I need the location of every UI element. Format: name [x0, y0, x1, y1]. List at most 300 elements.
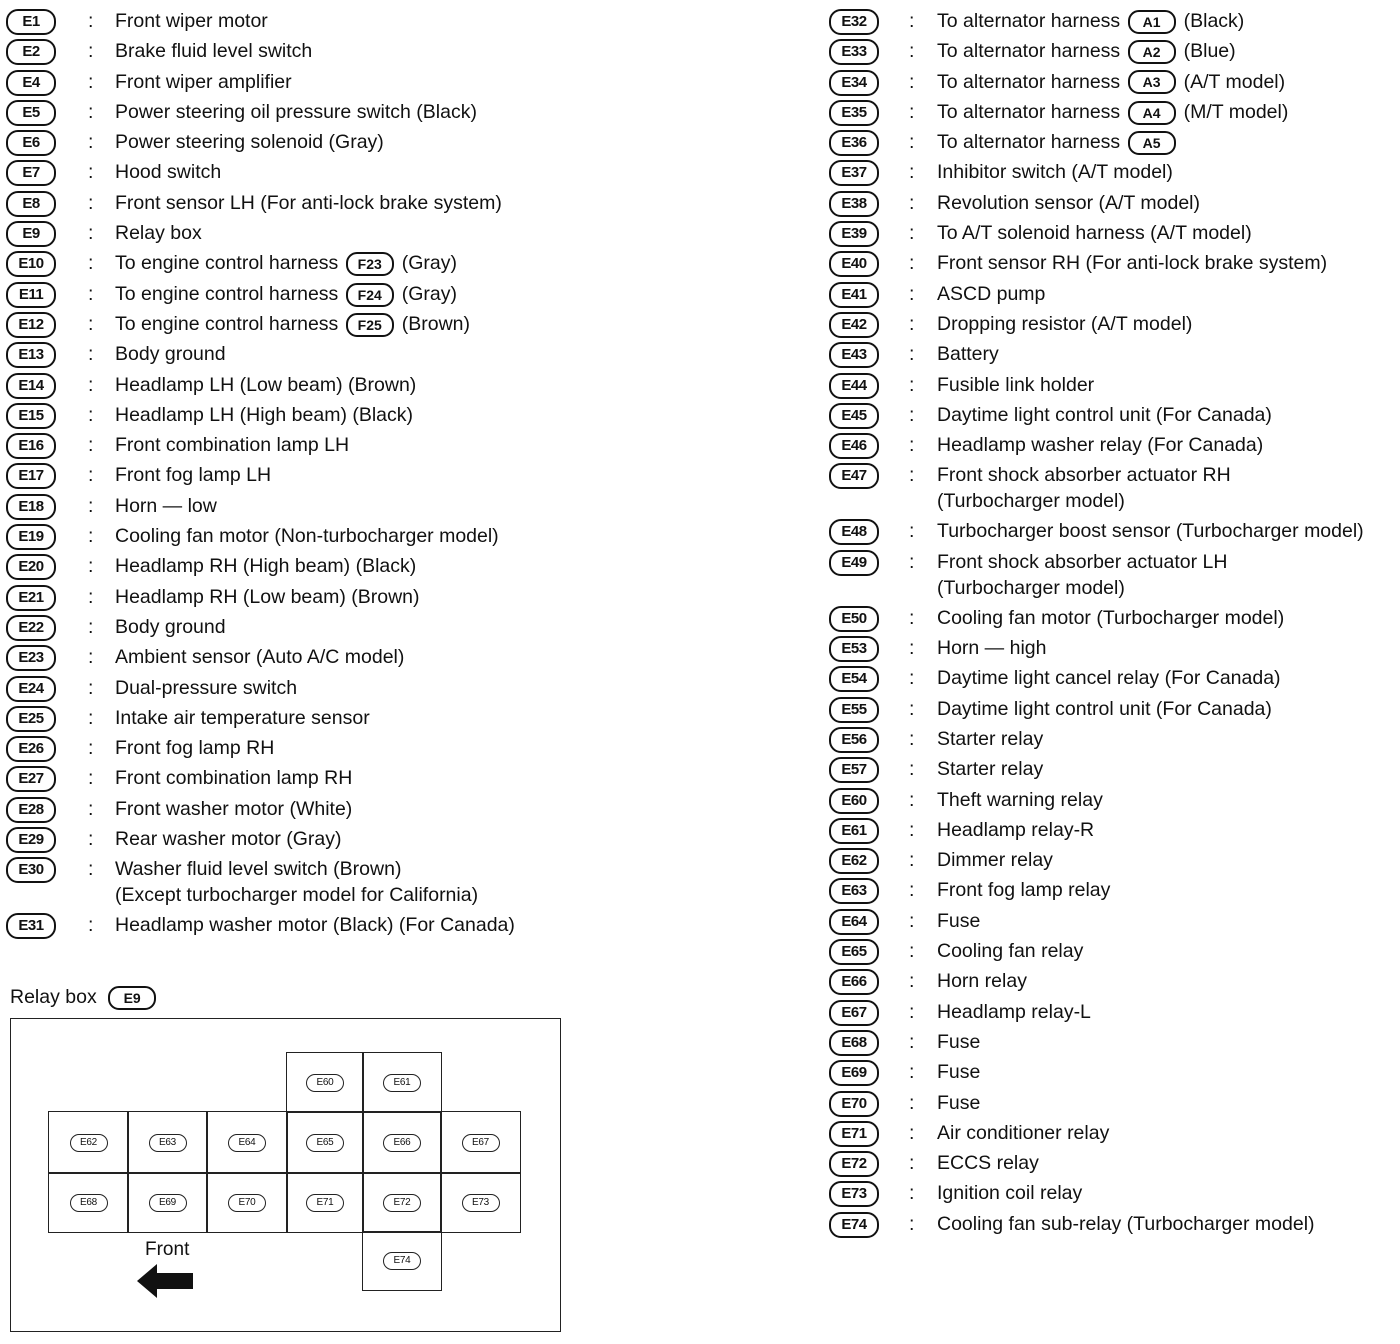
- connector-code-badge: E14: [6, 373, 56, 399]
- connector-suffix: (Black): [1183, 10, 1245, 32]
- connector-code-badge: E66: [829, 969, 879, 995]
- connector-description-text: Headlamp relay-L: [937, 1000, 1091, 1023]
- harness-ref-badge: A3: [1128, 70, 1176, 94]
- connector-entry: [6, 856, 796, 912]
- connector-entry: [829, 8, 1400, 38]
- connector-description-text: Front fog lamp RH: [115, 737, 275, 760]
- connector-description-text: Turbocharger boost sensor (Turbocharger model): [937, 520, 1364, 543]
- connector-description-text: To alternator harness: [937, 100, 1121, 123]
- connector-description-text: Headlamp RH (Low beam) (Brown): [115, 585, 420, 608]
- connector-code-badge: E7: [6, 160, 56, 186]
- connector-description-text: Power steering oil pressure switch (Black): [115, 100, 477, 123]
- connector-description-text: Dropping resistor (A/T model): [937, 312, 1193, 335]
- connector-entry: [829, 877, 1400, 907]
- connector-code-badge: E37: [829, 160, 879, 186]
- connector-code-badge: E35: [829, 100, 879, 126]
- connector-description-line2: (Turbocharger model): [937, 576, 1125, 599]
- relay-cell: [362, 1231, 442, 1291]
- separator: :: [909, 70, 915, 93]
- connector-code-badge: E33: [829, 39, 879, 65]
- connector-entry: [6, 705, 796, 735]
- separator: :: [88, 252, 94, 275]
- connector-entry: [829, 129, 1400, 159]
- separator: :: [88, 343, 94, 366]
- harness-ref-badge: F25: [346, 313, 394, 337]
- connector-entry: [829, 372, 1400, 402]
- connector-description-text: Dual-pressure switch: [115, 676, 298, 699]
- connector-entry: [829, 159, 1400, 189]
- separator: :: [909, 1061, 915, 1084]
- relay-cell: [206, 1111, 288, 1174]
- connector-entry: [829, 1059, 1400, 1089]
- connector-code-badge: E27: [6, 766, 56, 792]
- separator: :: [909, 252, 915, 275]
- connector-description: [115, 69, 292, 95]
- connector-description: [115, 735, 274, 761]
- separator: :: [88, 191, 94, 214]
- connector-description: [937, 726, 1043, 752]
- separator: :: [909, 373, 915, 396]
- relay-cell-code: E65: [306, 1134, 344, 1152]
- connector-description-text: Relay box: [115, 222, 202, 245]
- connector-code-badge: E39: [829, 221, 879, 247]
- relay-cell-code: E66: [383, 1134, 421, 1152]
- connector-entry: [6, 614, 796, 644]
- connector-description: [115, 912, 515, 938]
- connector-description-text: Air conditioner relay: [937, 1121, 1110, 1144]
- separator: :: [909, 1091, 915, 1114]
- connector-description: [115, 372, 416, 398]
- connector-description: [937, 549, 1227, 601]
- connector-description: [937, 1090, 980, 1116]
- connector-description: [937, 372, 1094, 398]
- connector-description: [937, 220, 1252, 246]
- connector-entry: [6, 644, 796, 674]
- connector-entry: [6, 99, 796, 129]
- connector-description: [937, 38, 1236, 64]
- connector-code-badge: E46: [829, 433, 879, 459]
- connector-entry: [829, 1211, 1400, 1241]
- connector-entry: [829, 549, 1400, 605]
- connector-code-badge: E64: [829, 909, 879, 935]
- connector-description-text: Starter relay: [937, 758, 1044, 781]
- separator: :: [909, 909, 915, 932]
- separator: :: [909, 550, 915, 573]
- harness-ref-badge: A2: [1128, 40, 1176, 64]
- connector-entry: [829, 605, 1400, 635]
- separator: :: [909, 1182, 915, 1205]
- relay-cell-code: E60: [306, 1074, 344, 1092]
- connector-description-text: Body ground: [115, 615, 226, 638]
- connector-description: [937, 908, 980, 934]
- connector-entry: [829, 635, 1400, 665]
- separator: :: [909, 788, 915, 811]
- connector-description-text: Daytime light control unit (For Canada): [937, 697, 1272, 720]
- connector-entry: [829, 938, 1400, 968]
- connector-code-badge: E17: [6, 463, 56, 489]
- connector-description: [115, 796, 352, 822]
- connector-description-text: Headlamp washer motor (Black) (For Canada): [115, 914, 515, 937]
- connector-description-text: Fuse: [937, 1091, 981, 1114]
- connector-description-text: Headlamp RH (High beam) (Black): [115, 555, 417, 578]
- connector-description: [937, 1059, 980, 1085]
- harness-ref-badge: F24: [346, 283, 394, 307]
- connector-code-badge: E18: [6, 494, 56, 520]
- connector-description-text: Front wiper motor: [115, 10, 268, 32]
- connector-code-badge: E74: [829, 1212, 879, 1238]
- connector-code-badge: E69: [829, 1060, 879, 1086]
- separator: :: [909, 343, 915, 366]
- connector-code-badge: E12: [6, 312, 56, 338]
- connector-description: [937, 402, 1272, 428]
- connector-description: [937, 432, 1263, 458]
- separator: :: [88, 555, 94, 578]
- connector-description: [115, 8, 268, 34]
- connector-code-badge: E24: [6, 676, 56, 702]
- separator: :: [88, 494, 94, 517]
- separator: :: [909, 970, 915, 993]
- connector-entry: [6, 553, 796, 583]
- relay-cell: [127, 1172, 208, 1233]
- connector-entry: [829, 341, 1400, 371]
- relay-cell-code: E67: [462, 1134, 500, 1152]
- connector-code-badge: E57: [829, 757, 879, 783]
- front-label: Front: [145, 1239, 190, 1260]
- connector-entry: [6, 341, 796, 371]
- connector-description-text: Daytime light cancel relay (For Canada): [937, 667, 1281, 690]
- connector-code-badge: E54: [829, 666, 879, 692]
- connector-description-text: To alternator harness: [937, 131, 1121, 154]
- connector-description: [115, 523, 499, 549]
- separator: :: [88, 828, 94, 851]
- connector-description-text: Rear washer motor (Gray): [115, 828, 342, 851]
- connector-code-badge: E15: [6, 403, 56, 429]
- connector-description: [115, 38, 312, 64]
- connector-entry: [829, 1150, 1400, 1180]
- relay-cell-code: E61: [383, 1074, 421, 1092]
- relay-box-title-text: Relay box: [10, 986, 97, 1008]
- connector-suffix: (Blue): [1183, 40, 1236, 63]
- connector-description-text: Starter relay: [937, 727, 1044, 750]
- connector-code-badge: E44: [829, 373, 879, 399]
- connector-description-text: Headlamp washer relay (For Canada): [937, 434, 1264, 457]
- connector-description: [937, 1150, 1039, 1176]
- connector-description: [937, 1029, 980, 1055]
- connector-description-text: Cooling fan motor (Non-turbocharger model): [115, 525, 499, 548]
- connector-entry: [6, 372, 796, 402]
- connector-description-text: Washer fluid level switch (Brown): [115, 858, 402, 881]
- connector-description: [115, 311, 470, 337]
- connector-description-text: To A/T solenoid harness (A/T model): [937, 222, 1252, 245]
- separator: :: [88, 10, 94, 32]
- connector-description: [115, 129, 384, 155]
- connector-entry: [6, 281, 796, 311]
- separator: :: [909, 282, 915, 305]
- connector-entry: [6, 584, 796, 614]
- connector-entry: [829, 402, 1400, 432]
- connector-description: [937, 787, 1103, 813]
- separator: :: [909, 1030, 915, 1053]
- separator: :: [909, 667, 915, 690]
- connector-entry: [829, 311, 1400, 341]
- connector-suffix: (Gray): [401, 282, 457, 305]
- connector-entry: [6, 69, 796, 99]
- relay-cell-code: E74: [383, 1252, 421, 1270]
- connector-description-text: Ambient sensor (Auto A/C model): [115, 646, 405, 669]
- connector-code-badge: E71: [829, 1121, 879, 1147]
- connector-description-text: Fuse: [937, 1030, 981, 1053]
- separator: :: [88, 434, 94, 457]
- separator: :: [909, 1152, 915, 1175]
- connector-description-text: To engine control harness: [115, 312, 339, 335]
- separator: :: [88, 914, 94, 937]
- connector-entry: [6, 735, 796, 765]
- relay-cell-code: E73: [462, 1194, 500, 1212]
- harness-ref-badge: A5: [1128, 131, 1176, 155]
- connector-description-text: Brake fluid level switch: [115, 40, 313, 63]
- separator: :: [88, 40, 94, 63]
- relay-cell: [440, 1111, 521, 1174]
- relay-cell: [48, 1172, 129, 1233]
- connector-entry: [829, 462, 1400, 518]
- connector-entry: [829, 968, 1400, 998]
- connector-code-badge: E29: [6, 827, 56, 853]
- connector-suffix: (Gray): [401, 252, 457, 275]
- separator: :: [88, 161, 94, 184]
- connector-code-badge: E11: [6, 282, 56, 308]
- relay-cell: [127, 1111, 208, 1174]
- connector-description: [115, 553, 416, 579]
- separator: :: [909, 849, 915, 872]
- connector-description: [115, 190, 502, 216]
- relay-cell-code: E70: [228, 1194, 266, 1212]
- separator: :: [909, 879, 915, 902]
- connector-entry: [829, 726, 1400, 756]
- connector-description-text: Daytime light control unit (For Canada): [937, 403, 1272, 426]
- connector-entry: [6, 159, 796, 189]
- harness-ref-badge: A1: [1128, 10, 1176, 34]
- connector-entry: [6, 402, 796, 432]
- separator: :: [909, 222, 915, 245]
- connector-description: [937, 462, 1231, 514]
- connector-description-text: Hood switch: [115, 161, 222, 184]
- connector-description: [115, 614, 226, 640]
- connector-description-text: Fusible link holder: [937, 373, 1095, 396]
- separator: :: [909, 1212, 915, 1235]
- connector-entry: [829, 1180, 1400, 1210]
- connector-code-badge: E4: [6, 70, 56, 96]
- relay-cell: [362, 1111, 442, 1174]
- connector-description-text: Front shock absorber actuator RH: [937, 464, 1231, 487]
- harness-ref-badge: A4: [1128, 101, 1176, 125]
- connector-description: [937, 1120, 1109, 1146]
- connector-code-badge: E62: [829, 848, 879, 874]
- connector-description-text: Revolution sensor (A/T model): [937, 191, 1201, 214]
- connector-code-badge: E56: [829, 727, 879, 753]
- separator: :: [909, 758, 915, 781]
- connector-description: [937, 999, 1091, 1025]
- connector-entry: [829, 847, 1400, 877]
- connector-description: [937, 938, 1083, 964]
- connector-code-badge: E65: [829, 939, 879, 965]
- connector-code-badge: E63: [829, 878, 879, 904]
- connector-description-text: Horn — low: [115, 494, 217, 517]
- separator: :: [88, 312, 94, 335]
- connector-description: [937, 190, 1200, 216]
- harness-ref-badge: F23: [346, 252, 394, 276]
- connector-description: [937, 756, 1043, 782]
- connector-description: [115, 281, 457, 307]
- connector-entry: [6, 432, 796, 462]
- connector-description: [115, 159, 221, 185]
- connector-description-text: Battery: [937, 343, 999, 366]
- connector-description: [937, 281, 1045, 307]
- connector-description: [115, 584, 420, 610]
- separator: :: [88, 585, 94, 608]
- connector-description: [937, 605, 1284, 631]
- relay-cell: [206, 1172, 288, 1233]
- relay-cell: [362, 1172, 442, 1233]
- separator: :: [909, 520, 915, 543]
- separator: :: [88, 373, 94, 396]
- connector-description: [937, 99, 1288, 125]
- connector-description-text: Intake air temperature sensor: [115, 706, 370, 729]
- connector-code-badge: E6: [6, 130, 56, 156]
- connector-code-badge: E70: [829, 1091, 879, 1117]
- connector-code-badge: E8: [6, 191, 56, 217]
- connector-entry: [829, 1029, 1400, 1059]
- connector-entry: [6, 493, 796, 523]
- separator: :: [909, 727, 915, 750]
- connector-code-badge: E72: [829, 1151, 879, 1177]
- connector-description: [115, 856, 478, 908]
- connector-description-text: To alternator harness: [937, 70, 1121, 93]
- separator: :: [909, 312, 915, 335]
- right-connector-list: [829, 8, 1400, 1241]
- connector-code-badge: E43: [829, 342, 879, 368]
- separator: :: [88, 464, 94, 487]
- connector-code-badge: E36: [829, 130, 879, 156]
- connector-code-badge: E53: [829, 636, 879, 662]
- connector-entry: [6, 675, 796, 705]
- separator: :: [909, 131, 915, 154]
- connector-code-badge: E50: [829, 606, 879, 632]
- separator: :: [909, 940, 915, 963]
- connector-description-text: Front wiper amplifier: [115, 70, 292, 93]
- connector-description-text: Horn relay: [937, 970, 1027, 993]
- separator: :: [88, 797, 94, 820]
- connector-entry: [829, 908, 1400, 938]
- connector-entry: [829, 220, 1400, 250]
- separator: :: [909, 434, 915, 457]
- connector-entry: [6, 38, 796, 68]
- connector-description: [937, 250, 1327, 276]
- connector-entry: [829, 665, 1400, 695]
- connector-code-badge: E40: [829, 251, 879, 277]
- connector-entry: [829, 99, 1400, 129]
- connector-description-text: Front fog lamp relay: [937, 879, 1111, 902]
- connector-description: [937, 518, 1364, 544]
- separator: :: [909, 1121, 915, 1144]
- connector-description: [115, 402, 413, 428]
- connector-description: [937, 877, 1110, 903]
- separator: :: [88, 858, 94, 881]
- connector-description: [115, 462, 271, 488]
- connector-description-text: Cooling fan sub-relay (Turbocharger model): [937, 1212, 1315, 1235]
- connector-description: [937, 665, 1281, 691]
- relay-cell: [362, 1052, 442, 1113]
- separator: :: [88, 100, 94, 123]
- relay-cell-code: E71: [306, 1194, 344, 1212]
- connector-description: [937, 847, 1053, 873]
- connector-description-text: Cooling fan relay: [937, 940, 1084, 963]
- connector-description-text: Front shock absorber actuator LH: [937, 550, 1228, 573]
- connector-code-badge: E60: [829, 788, 879, 814]
- connector-description: [115, 826, 341, 852]
- connector-code-badge: E22: [6, 615, 56, 641]
- connector-entry: [829, 38, 1400, 68]
- connector-code-badge: E31: [6, 913, 56, 939]
- connector-entry: [829, 281, 1400, 311]
- connector-code-badge: E23: [6, 645, 56, 671]
- relay-cell-code: E69: [149, 1194, 187, 1212]
- separator: :: [909, 191, 915, 214]
- front-arrow-icon: [137, 1262, 195, 1300]
- connector-description-text: Inhibitor switch (A/T model): [937, 161, 1173, 184]
- relay-cell-code: E63: [149, 1134, 187, 1152]
- connector-entry: [829, 1120, 1400, 1150]
- connector-code-badge: E48: [829, 519, 879, 545]
- connector-suffix: (M/T model): [1183, 100, 1289, 123]
- separator: :: [909, 464, 915, 487]
- connector-code-badge: E45: [829, 403, 879, 429]
- connector-description: [937, 635, 1046, 661]
- separator: :: [909, 403, 915, 426]
- connector-description-text: To engine control harness: [115, 252, 339, 275]
- separator: :: [88, 646, 94, 669]
- connector-entry: [6, 220, 796, 250]
- left-connector-list: [6, 8, 796, 943]
- connector-description-text: Ignition coil relay: [937, 1182, 1083, 1205]
- connector-code-badge: E67: [829, 1000, 879, 1026]
- connector-entry: [829, 432, 1400, 462]
- connector-description-text: Body ground: [115, 343, 226, 366]
- relay-cell-code: E64: [228, 1134, 266, 1152]
- connector-code-badge: E16: [6, 433, 56, 459]
- connector-description: [115, 705, 370, 731]
- connector-code-badge: E73: [829, 1181, 879, 1207]
- separator: :: [909, 1000, 915, 1023]
- connector-entry: [829, 1090, 1400, 1120]
- connector-suffix: (Brown): [401, 312, 470, 335]
- connector-entry: [829, 999, 1400, 1029]
- connector-code-badge: E2: [6, 39, 56, 65]
- connector-description-text: To alternator harness: [937, 40, 1121, 63]
- connector-description-text: Front sensor LH (For anti-lock brake system): [115, 191, 502, 214]
- connector-entry: [6, 462, 796, 492]
- separator: :: [88, 615, 94, 638]
- connector-code-badge: E19: [6, 524, 56, 550]
- connector-entry: [829, 190, 1400, 220]
- connector-description-text: Horn — high: [937, 637, 1047, 660]
- separator: :: [909, 100, 915, 123]
- connector-description: [115, 250, 457, 276]
- connector-description: [937, 1180, 1082, 1206]
- connector-description-text: Dimmer relay: [937, 849, 1053, 872]
- separator: :: [909, 10, 915, 32]
- connector-code-badge: E32: [829, 9, 879, 35]
- separator: :: [88, 70, 94, 93]
